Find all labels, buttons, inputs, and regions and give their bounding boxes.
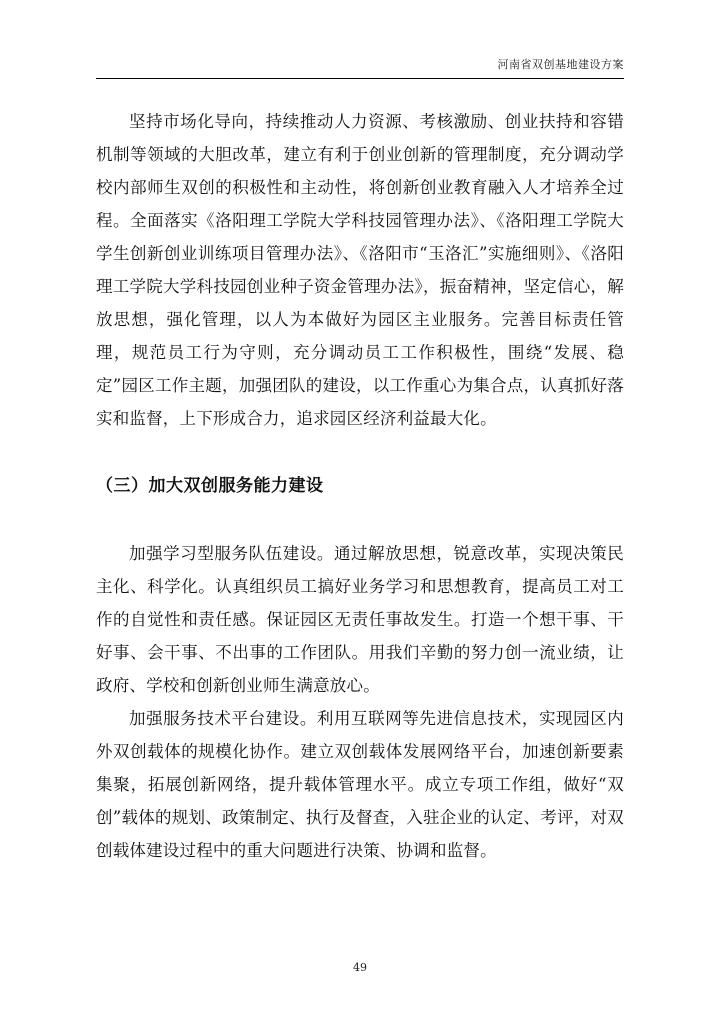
header-divider bbox=[96, 78, 624, 79]
header-title: 河南省双创基地建设方案 bbox=[497, 58, 624, 71]
document-body bbox=[96, 105, 624, 867]
page-header bbox=[96, 56, 624, 78]
page-number: 49 bbox=[353, 961, 367, 974]
paragraph: 加强学习型服务队伍建设。通过解放思想，锐意改革，实现决策民主化、科学化。认真组织员工搞好业务学习和思想教育，提高员工对工作的自觉性和责任感。保证园区无责任事故发生。打造一个想干事、干好事、会干事、不出事的工作团队。用我们辛勤的努力创一流业绩，让政府、学校和创新创业师生满意放心。 bbox=[96, 544, 624, 695]
section-heading: （三）加大双创服务能力建设 bbox=[96, 476, 324, 496]
paragraph: 加强服务技术平台建设。利用互联网等先进信息技术，实现园区内外双创载体的规模化协作。建立双创载体发展网络平台，加速创新要素集聚，拓展创新网络，提升载体管理水平。成立专项工作组，做好“双创”载体的规划、政策制定、执行及督查，入驻企业的认定、考评，对双创载体建设过程中的重大问题进行决策、协调和监督。 bbox=[96, 709, 624, 860]
page-content-area bbox=[96, 56, 624, 978]
paragraph: 坚持市场化导向，持续推动人力资源、考核激励、创业扶持和容错机制等领域的大胆改革，建立有利于创业创新的管理制度，充分调动学校内部师生双创的积极性和主动性，将创新创业教育融入人才培养全过程。全面落实《洛阳理工学院大学科技园管理办法》、《洛阳理工学院大学生创新创业训练项目管理办法》、《洛阳市“玉洛汇”实施细则》、《洛阳理工学院大学科技园创业种子资金管理办法》，振奋精神，坚定信心，解放思想，强化管理，以人为本做好为园区主业服务。完善目标责任管理，规范员工行为守则，充分调动员工工作积极性，围绕“发展、稳定”园区工作主题，加强团队的建设，以工作重心为集合点，认真抓好落实和监督，上下形成合力，追求园区经济利益最大化。 bbox=[96, 112, 624, 428]
